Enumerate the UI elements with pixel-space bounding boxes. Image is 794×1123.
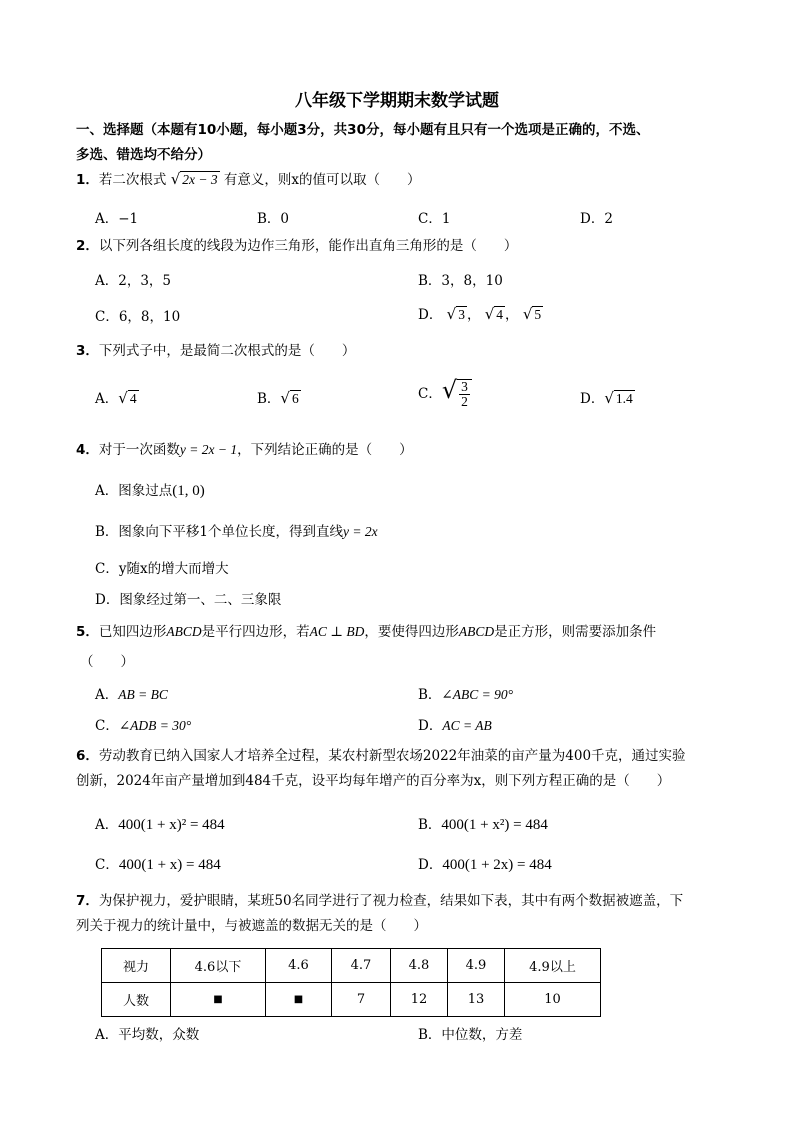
covered-cell: ■ [171, 983, 266, 1017]
option-d: D． √ 3 ， √ 4 ， √ 5 [418, 305, 542, 323]
radical-expression: √ 2x − 3 [170, 170, 218, 188]
option-d: D．400(1 + 2x) = 484 [418, 857, 552, 873]
option-b: B．3，8，10 [418, 273, 503, 289]
option-a: A．平均数，众数 [95, 1027, 200, 1043]
option-a: A．2，3，5 [95, 273, 172, 289]
question-number: 4． [76, 442, 99, 458]
radical-fraction: √ $\frac{3}{2}$ [442, 376, 472, 409]
question-5: 5．已知四边形ABCD是平行四边形，若AC ⊥ BD，要使得四边形ABCD是正方形，则需要添加条件 [76, 624, 657, 640]
question-number: 6． [76, 748, 99, 764]
table-cell: 人数 [102, 983, 171, 1017]
option-b: B．中位数，方差 [418, 1027, 523, 1043]
table-row [102, 983, 601, 1017]
radical-5: √ 5 [522, 305, 542, 323]
covered-cell: ■ [266, 983, 332, 1017]
option-d: D．√ 1.4 [580, 389, 633, 407]
question-7 [76, 889, 746, 939]
radical-4: √ 4 [484, 305, 504, 323]
question-number: 5． [76, 624, 99, 640]
section-line-2: 多选、错选均不给分） [76, 147, 211, 163]
option-c: C．√ $\frac{3}{2}$ [418, 376, 472, 409]
question-number: 3． [76, 343, 99, 359]
question-2 [76, 234, 746, 259]
option-c: C．y随x的增大而增大 [95, 561, 229, 577]
option-d: D．AC = AB [418, 718, 492, 734]
table-cell: 13 [448, 983, 505, 1017]
option-b: B．∠ABC = 90° [418, 687, 513, 703]
question-number: 7． [76, 893, 99, 909]
option-c: C．1 [418, 211, 451, 227]
question-text-line-1: 劳动教育已纳入国家人才培养全过程，某农村新型农场2022年油菜的亩产量为400千克，通过实验 [98, 748, 686, 764]
answer-paren: （ ） [80, 654, 134, 670]
table-cell: 4.6 [266, 949, 332, 983]
question-6 [76, 744, 746, 794]
question-number: 1． [76, 172, 99, 188]
page-title: 八年级下学期期末数学试题 [295, 91, 499, 111]
question-text-line-2: 创新，2024年亩产量增加到484千克，设平均每年增产的百分率为x，则下列方程正确的是（ ） [76, 773, 671, 789]
question-text: 下列式子中，是最简二次根式的是（ ） [98, 343, 356, 359]
point: (1, 0) [172, 483, 205, 499]
option-a: A．−1 [95, 211, 139, 227]
table-cell: 10 [505, 983, 601, 1017]
table-cell: 7 [332, 983, 391, 1017]
option-c: C．6，8，10 [95, 309, 181, 325]
table-cell: 视力 [102, 949, 171, 983]
line-expression: y = 2x [343, 524, 378, 539]
question-text-line-1: 为保护视力，爱护眼睛，某班50名同学进行了视力检查，结果如下表，其中有两个数据被遮盖，下 [98, 893, 684, 909]
question-3 [76, 339, 746, 364]
option-b: B．图象向下平移1个单位长度，得到直线y = 2x [95, 524, 378, 540]
question-text: 对于一次函数 [98, 442, 180, 458]
option-a: A．AB = BC [95, 687, 168, 703]
table-cell: 4.7 [332, 949, 391, 983]
table-header-row [102, 949, 601, 983]
table-cell: 4.9以上 [505, 949, 601, 983]
option-b: B．√ 6 [257, 389, 299, 407]
radical: √ 1.4 [604, 389, 633, 407]
radical-3: √ 3 [446, 305, 465, 323]
question-1 [76, 167, 746, 193]
question-text: 有意义，则x的值可以取（ ） [223, 172, 421, 188]
table-cell: 12 [391, 983, 448, 1017]
option-b: B．0 [257, 211, 290, 227]
table-cell: 4.6以下 [171, 949, 266, 983]
option-d: D．2 [580, 211, 613, 227]
option-c: C．400(1 + x) = 484 [95, 857, 221, 873]
option-a: A．400(1 + x)² = 484 [95, 817, 225, 833]
section-header [76, 118, 756, 168]
function-expression: y = 2x − 1 [179, 442, 238, 457]
option-d: D．图象经过第一、二、三象限 [95, 592, 282, 608]
option-a: A．√ 4 [95, 389, 137, 407]
question-4 [76, 437, 746, 463]
question-number: 2． [76, 238, 99, 254]
question-text: 若二次根式 [98, 172, 167, 188]
option-c: C．∠ADB = 30° [95, 718, 192, 734]
option-a: A．图象过点(1, 0) [95, 483, 205, 499]
section-line-1: 一、选择题（本题有10小题，每小题3分，共30分，每小题有且只有一个选项是正确的，不选、 [76, 122, 650, 138]
question-text: ，下列结论正确的是（ ） [237, 442, 413, 458]
radical: √ 4 [118, 389, 137, 407]
table-cell: 4.8 [391, 949, 448, 983]
question-text-line-2: 列关于视力的统计量中，与被遮盖的数据无关的是（ ） [76, 918, 427, 934]
table-cell: 4.9 [448, 949, 505, 983]
option-b: B．400(1 + x²) = 484 [418, 817, 548, 833]
vision-table [101, 948, 601, 1017]
radical: √ 6 [280, 389, 299, 407]
question-text: 以下列各组长度的线段为边作三角形，能作出直角三角形的是（ ） [98, 238, 518, 254]
